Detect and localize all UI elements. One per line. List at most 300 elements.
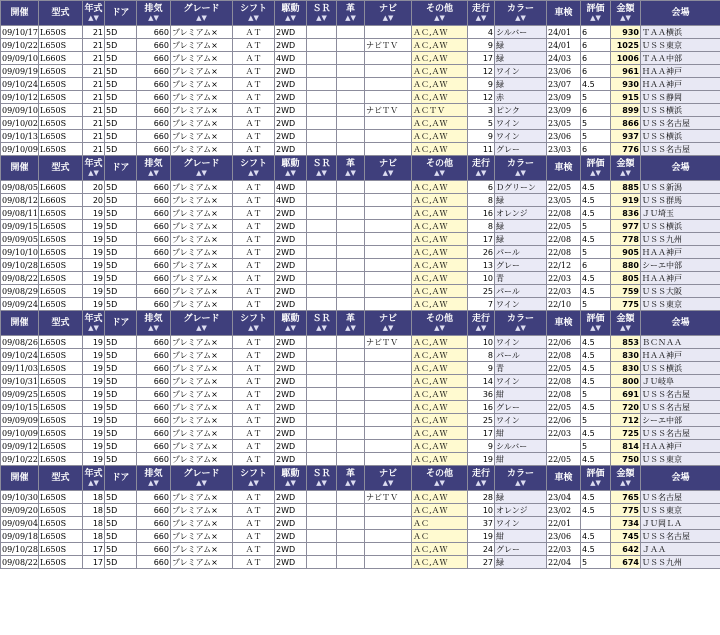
cell-mileage: 6 — [468, 181, 495, 194]
cell-color: 緑 — [495, 220, 547, 233]
column-header-label: 開催 — [10, 163, 29, 173]
cell-door: 5D — [105, 401, 137, 414]
sort-arrows-icon[interactable]: ▲▼ — [590, 14, 601, 22]
cell-grade: プレミアム× — [171, 272, 233, 285]
sort-arrows-icon[interactable]: ▲▼ — [285, 169, 296, 177]
column-header — [547, 1, 581, 26]
sort-arrows-icon[interactable]: ▲▼ — [434, 169, 445, 177]
sort-arrows-icon[interactable]: ▲▼ — [248, 324, 259, 332]
table-row[interactable] — [1, 556, 720, 569]
sort-arrows-icon[interactable]: ▲▼ — [620, 479, 631, 487]
cell-cc: 660 — [137, 91, 171, 104]
cell-navi — [365, 117, 412, 130]
cell-color: 緑 — [495, 39, 547, 52]
cell-price: 836 — [611, 207, 641, 220]
table-row[interactable] — [1, 440, 720, 453]
cell-grade: プレミアム× — [171, 427, 233, 440]
cell-sunroof — [307, 414, 337, 427]
sort-arrows-icon[interactable]: ▲▼ — [475, 324, 487, 332]
cell-price: 765 — [611, 491, 641, 504]
cell-drive: 2WD — [275, 349, 307, 362]
cell-mileage: 19 — [468, 530, 495, 543]
column-header — [641, 1, 720, 26]
column-header[interactable] — [137, 466, 171, 491]
cell-color: パール — [495, 285, 547, 298]
column-header[interactable] — [611, 1, 641, 26]
table-row[interactable] — [1, 194, 720, 207]
cell-shift: ＡＴ — [233, 556, 275, 569]
column-header[interactable] — [495, 466, 547, 491]
column-header[interactable] — [468, 1, 495, 26]
column-header — [547, 311, 581, 336]
cell-year: 18 — [83, 530, 105, 543]
cell-model: L650S — [39, 233, 83, 246]
header-row — [1, 466, 720, 491]
sort-arrows-icon[interactable]: ▲▼ — [148, 14, 159, 22]
column-header[interactable] — [275, 1, 307, 26]
cell-venue: ＵＳＳ横浜 — [641, 104, 720, 117]
table-row[interactable] — [1, 543, 720, 556]
cell-score: 5 — [581, 414, 611, 427]
column-header[interactable] — [337, 156, 365, 181]
cell-mileage: 17 — [468, 427, 495, 440]
table-row[interactable] — [1, 349, 720, 362]
sort-arrows-icon[interactable]: ▲▼ — [148, 169, 159, 177]
sort-arrows-icon[interactable]: ▲▼ — [88, 14, 99, 22]
cell-sunroof — [307, 117, 337, 130]
table-row[interactable] — [1, 375, 720, 388]
sort-arrows-icon[interactable]: ▲▼ — [345, 14, 356, 22]
sort-arrows-icon[interactable]: ▲▼ — [148, 324, 159, 332]
column-header-label: その他 — [425, 314, 453, 324]
column-header-label: 排気 — [144, 469, 163, 479]
cell-date: 09/09/20 — [2, 505, 38, 515]
cell-mileage: 25 — [468, 285, 495, 298]
sort-arrows-icon[interactable]: ▲▼ — [148, 479, 159, 487]
cell-score: 5 — [581, 130, 611, 143]
sort-arrows-icon[interactable]: ▲▼ — [475, 14, 487, 22]
cell-mileage: 19 — [468, 453, 495, 466]
cell-grade: プレミアム× — [171, 220, 233, 233]
cell-sunroof — [307, 207, 337, 220]
column-header[interactable] — [468, 156, 495, 181]
sort-arrows-icon[interactable]: ▲▼ — [434, 324, 445, 332]
column-header[interactable] — [307, 466, 337, 491]
table-row[interactable] — [1, 181, 720, 194]
column-header[interactable] — [581, 156, 611, 181]
table-row[interactable] — [1, 26, 720, 39]
column-header-label: 革 — [345, 469, 355, 479]
table-row[interactable] — [1, 530, 720, 543]
column-header[interactable] — [337, 311, 365, 336]
column-header[interactable] — [83, 311, 105, 336]
cell-cc: 660 — [137, 285, 171, 298]
column-header[interactable] — [581, 311, 611, 336]
cell-inspection: 23/09 — [547, 104, 581, 117]
sort-arrows-icon[interactable]: ▲▼ — [316, 14, 327, 22]
column-header-label: 年式 — [84, 159, 103, 169]
table-row[interactable] — [1, 246, 720, 259]
sort-arrows-icon[interactable]: ▲▼ — [590, 479, 601, 487]
cell-price: 899 — [611, 104, 641, 117]
table-row[interactable] — [1, 52, 720, 65]
sort-arrows-icon[interactable]: ▲▼ — [196, 479, 207, 487]
cell-shift: ＡＴ — [233, 39, 275, 52]
cell-year: 21 — [83, 26, 105, 39]
cell-grade: プレミアム× — [171, 401, 233, 414]
column-header-label: 金額 — [616, 469, 635, 479]
table-row[interactable] — [1, 207, 720, 220]
cell-sunroof — [307, 453, 337, 466]
column-header[interactable] — [495, 311, 547, 336]
column-header[interactable] — [581, 466, 611, 491]
cell-year: 19 — [83, 440, 105, 453]
sort-arrows-icon[interactable]: ▲▼ — [620, 14, 631, 22]
cell-score: 4.5 — [581, 427, 611, 440]
column-header-label: ＳＲ — [312, 469, 331, 479]
sort-arrows-icon[interactable]: ▲▼ — [382, 479, 394, 487]
column-header[interactable] — [307, 1, 337, 26]
cell-score: 5 — [581, 556, 611, 569]
cell-date: 09/09/18 — [2, 531, 38, 541]
cell-score: 4.5 — [581, 181, 611, 194]
table-row[interactable] — [1, 388, 720, 401]
cell-inspection: 22/08 — [547, 233, 581, 246]
cell-sunroof — [307, 104, 337, 117]
cell-other: ＡＣ,ＡＷ — [412, 440, 468, 453]
column-header[interactable] — [83, 1, 105, 26]
table-row[interactable] — [1, 427, 720, 440]
cell-model: L660S — [39, 52, 83, 65]
cell-shift: ＡＴ — [233, 440, 275, 453]
cell-other: ＡＣ,ＡＷ — [412, 117, 468, 130]
table-row[interactable] — [1, 233, 720, 246]
cell-venue: ＴＡＡ中部 — [641, 52, 720, 65]
cell-venue: ＵＳＳ東京 — [641, 453, 720, 466]
column-header-label: ナビ — [378, 314, 397, 324]
cell-navi — [365, 233, 412, 246]
cell-door: 5D — [105, 130, 137, 143]
cell-grade: プレミアム× — [171, 143, 233, 156]
cell-other: ＡＣ,ＡＷ — [412, 65, 468, 78]
cell-other: ＡＣ,ＡＷ — [412, 414, 468, 427]
cell-mileage: 37 — [468, 517, 495, 530]
column-header[interactable] — [412, 1, 468, 26]
column-header[interactable] — [611, 311, 641, 336]
column-header-label: グレード — [183, 314, 220, 324]
cell-inspection: 24/01 — [547, 39, 581, 52]
cell-drive: 2WD — [275, 78, 307, 91]
table-row[interactable] — [1, 65, 720, 78]
column-header[interactable] — [581, 1, 611, 26]
table-row[interactable] — [1, 272, 720, 285]
column-header[interactable] — [137, 1, 171, 26]
cell-leather — [337, 233, 365, 246]
sort-arrows-icon[interactable]: ▲▼ — [620, 169, 631, 177]
cell-sunroof — [307, 91, 337, 104]
cell-cc: 660 — [137, 543, 171, 556]
cell-date: 09/08/26 — [2, 337, 38, 347]
table-row[interactable] — [1, 298, 720, 311]
column-header[interactable] — [275, 311, 307, 336]
column-header[interactable] — [365, 466, 412, 491]
cell-sunroof — [307, 26, 337, 39]
column-header[interactable] — [233, 466, 275, 491]
table-row[interactable] — [1, 39, 720, 52]
sort-arrows-icon[interactable]: ▲▼ — [196, 14, 207, 22]
cell-door: 5D — [105, 556, 137, 569]
cell-model: L650S — [39, 375, 83, 388]
cell-inspection: 23/06 — [547, 65, 581, 78]
sort-arrows-icon[interactable]: ▲▼ — [345, 169, 356, 177]
cell-cc: 660 — [137, 427, 171, 440]
cell-venue: ＢＣＮＡＡ — [641, 336, 720, 349]
column-header[interactable] — [611, 156, 641, 181]
column-header[interactable] — [83, 156, 105, 181]
cell-shift: ＡＴ — [233, 336, 275, 349]
cell-navi — [365, 91, 412, 104]
cell-navi — [365, 272, 412, 285]
column-header[interactable] — [171, 466, 233, 491]
sort-arrows-icon[interactable]: ▲▼ — [316, 479, 327, 487]
column-header-label: 排気 — [144, 4, 163, 14]
table-row[interactable] — [1, 104, 720, 117]
column-header[interactable] — [468, 466, 495, 491]
cell-grade: プレミアム× — [171, 375, 233, 388]
table-row[interactable] — [1, 414, 720, 427]
cell-shift: ＡＴ — [233, 349, 275, 362]
column-header-label: シフト — [239, 4, 267, 14]
sort-arrows-icon[interactable]: ▲▼ — [285, 14, 296, 22]
cell-grade: プレミアム× — [171, 530, 233, 543]
cell-color: Ｄグリーン — [495, 181, 547, 194]
cell-sunroof — [307, 388, 337, 401]
sort-arrows-icon[interactable]: ▲▼ — [196, 324, 207, 332]
table-row[interactable] — [1, 143, 720, 156]
cell-score: 6 — [581, 65, 611, 78]
column-header[interactable] — [365, 311, 412, 336]
cell-cc: 660 — [137, 401, 171, 414]
table-row[interactable] — [1, 130, 720, 143]
cell-inspection: 22/08 — [547, 375, 581, 388]
cell-color: ワイン — [495, 65, 547, 78]
cell-date: 09/10/30 — [2, 492, 38, 502]
column-header — [105, 1, 137, 26]
cell-model: L650S — [39, 220, 83, 233]
cell-navi — [365, 298, 412, 311]
column-header[interactable] — [171, 1, 233, 26]
cell-sunroof — [307, 362, 337, 375]
cell-year: 19 — [83, 362, 105, 375]
sort-arrows-icon[interactable]: ▲▼ — [382, 14, 394, 22]
column-header[interactable] — [171, 311, 233, 336]
sort-arrows-icon[interactable]: ▲▼ — [248, 169, 259, 177]
table-row[interactable] — [1, 336, 720, 349]
sort-arrows-icon[interactable]: ▲▼ — [515, 169, 526, 177]
column-header[interactable] — [307, 156, 337, 181]
cell-door: 5D — [105, 207, 137, 220]
sort-arrows-icon[interactable]: ▲▼ — [620, 324, 631, 332]
column-header[interactable] — [171, 156, 233, 181]
sort-arrows-icon[interactable]: ▲▼ — [590, 169, 601, 177]
column-header[interactable] — [275, 466, 307, 491]
cell-other: ＡＣ,ＡＷ — [412, 259, 468, 272]
cell-sunroof — [307, 143, 337, 156]
cell-inspection: 22/05 — [547, 220, 581, 233]
sort-arrows-icon[interactable]: ▲▼ — [475, 169, 487, 177]
cell-model: L650S — [39, 504, 83, 517]
column-header[interactable] — [495, 1, 547, 26]
cell-model: L650S — [39, 414, 83, 427]
column-header[interactable] — [275, 156, 307, 181]
cell-inspection: 22/05 — [547, 401, 581, 414]
sort-arrows-icon[interactable]: ▲▼ — [515, 324, 526, 332]
sort-arrows-icon[interactable]: ▲▼ — [248, 479, 259, 487]
table-row[interactable] — [1, 517, 720, 530]
cell-leather — [337, 39, 365, 52]
column-header[interactable] — [307, 311, 337, 336]
table-row[interactable] — [1, 401, 720, 414]
sort-arrows-icon[interactable]: ▲▼ — [434, 14, 445, 22]
cell-inspection: 24/03 — [547, 52, 581, 65]
sort-arrows-icon[interactable]: ▲▼ — [475, 479, 487, 487]
cell-other: ＡＣ,ＡＷ — [412, 78, 468, 91]
table-row[interactable] — [1, 78, 720, 91]
sort-arrows-icon[interactable]: ▲▼ — [345, 479, 356, 487]
cell-cc: 660 — [137, 298, 171, 311]
column-header[interactable] — [412, 311, 468, 336]
table-row[interactable] — [1, 220, 720, 233]
cell-navi — [365, 78, 412, 91]
column-header-label: 評価 — [586, 469, 605, 479]
cell-door: 5D — [105, 65, 137, 78]
sort-arrows-icon[interactable]: ▲▼ — [88, 169, 99, 177]
cell-mileage: 9 — [468, 78, 495, 91]
cell-price: 734 — [611, 517, 641, 530]
column-header[interactable] — [412, 156, 468, 181]
column-header[interactable] — [365, 1, 412, 26]
column-header[interactable] — [83, 466, 105, 491]
cell-color: オレンジ — [495, 207, 547, 220]
column-header-label: 型式 — [51, 473, 70, 483]
cell-score: 5 — [581, 440, 611, 453]
cell-date: 09/10/17 — [2, 27, 38, 37]
sort-arrows-icon[interactable]: ▲▼ — [345, 324, 356, 332]
table-row[interactable] — [1, 285, 720, 298]
sort-arrows-icon[interactable]: ▲▼ — [88, 324, 99, 332]
sort-arrows-icon[interactable]: ▲▼ — [382, 324, 394, 332]
table-row[interactable] — [1, 362, 720, 375]
cell-cc: 660 — [137, 104, 171, 117]
column-header[interactable] — [611, 466, 641, 491]
column-header-label: 開催 — [10, 318, 29, 328]
cell-price: 830 — [611, 349, 641, 362]
table-row[interactable] — [1, 504, 720, 517]
cell-model: L650S — [39, 39, 83, 52]
column-header[interactable] — [412, 466, 468, 491]
column-header[interactable] — [337, 1, 365, 26]
cell-date: 09/08/22 — [2, 273, 38, 283]
table-row[interactable] — [1, 117, 720, 130]
sort-arrows-icon[interactable]: ▲▼ — [515, 479, 526, 487]
sort-arrows-icon[interactable]: ▲▼ — [434, 479, 445, 487]
cell-leather — [337, 272, 365, 285]
cell-door: 5D — [105, 336, 137, 349]
cell-color: 緑 — [495, 556, 547, 569]
cell-shift: ＡＴ — [233, 26, 275, 39]
sort-arrows-icon[interactable]: ▲▼ — [316, 169, 327, 177]
cell-shift: ＡＴ — [233, 285, 275, 298]
table-row[interactable] — [1, 91, 720, 104]
cell-drive: 2WD — [275, 427, 307, 440]
sort-arrows-icon[interactable]: ▲▼ — [196, 169, 207, 177]
cell-door: 5D — [105, 39, 137, 52]
cell-inspection: 22/03 — [547, 285, 581, 298]
column-header-label: 駆動 — [281, 314, 300, 324]
column-header[interactable] — [468, 311, 495, 336]
cell-mileage: 17 — [468, 233, 495, 246]
cell-navi — [365, 349, 412, 362]
cell-cc: 660 — [137, 194, 171, 207]
sort-arrows-icon[interactable]: ▲▼ — [248, 14, 259, 22]
column-header[interactable] — [137, 311, 171, 336]
cell-date: 09/10/09 — [2, 144, 38, 154]
sort-arrows-icon[interactable]: ▲▼ — [382, 169, 394, 177]
cell-door: 5D — [105, 491, 137, 504]
column-header[interactable] — [233, 156, 275, 181]
cell-drive: 2WD — [275, 233, 307, 246]
table-row[interactable] — [1, 453, 720, 466]
table-row[interactable] — [1, 491, 720, 504]
column-header[interactable] — [233, 311, 275, 336]
column-header-label: 走行 — [471, 4, 490, 14]
sort-arrows-icon[interactable]: ▲▼ — [515, 14, 526, 22]
column-header[interactable] — [365, 156, 412, 181]
column-header[interactable] — [495, 156, 547, 181]
column-header-label: その他 — [425, 159, 453, 169]
cell-sunroof — [307, 65, 337, 78]
column-header-label: 車検 — [554, 8, 573, 18]
cell-navi — [365, 220, 412, 233]
cell-door: 5D — [105, 388, 137, 401]
table-row[interactable] — [1, 259, 720, 272]
cell-leather — [337, 298, 365, 311]
cell-year: 19 — [83, 233, 105, 246]
cell-price: 977 — [611, 220, 641, 233]
column-header — [105, 466, 137, 491]
column-header-label: ＳＲ — [312, 4, 331, 14]
cell-date: 09/08/22 — [2, 557, 38, 567]
sort-arrows-icon[interactable]: ▲▼ — [316, 324, 327, 332]
cell-sunroof — [307, 298, 337, 311]
sort-arrows-icon[interactable]: ▲▼ — [590, 324, 601, 332]
cell-door: 5D — [105, 26, 137, 39]
sort-arrows-icon[interactable]: ▲▼ — [88, 479, 99, 487]
cell-navi: ナビＴＶ — [365, 491, 412, 504]
column-header-label: シフト — [239, 469, 267, 479]
cell-navi — [365, 130, 412, 143]
column-header[interactable] — [137, 156, 171, 181]
column-header-label: 走行 — [471, 314, 490, 324]
cell-color: 紺 — [495, 388, 547, 401]
sort-arrows-icon[interactable]: ▲▼ — [285, 479, 296, 487]
cell-other: ＡＣ,ＡＷ — [412, 39, 468, 52]
cell-mileage: 4 — [468, 26, 495, 39]
column-header[interactable] — [337, 466, 365, 491]
cell-sunroof — [307, 272, 337, 285]
column-header[interactable] — [233, 1, 275, 26]
sort-arrows-icon[interactable]: ▲▼ — [285, 324, 296, 332]
